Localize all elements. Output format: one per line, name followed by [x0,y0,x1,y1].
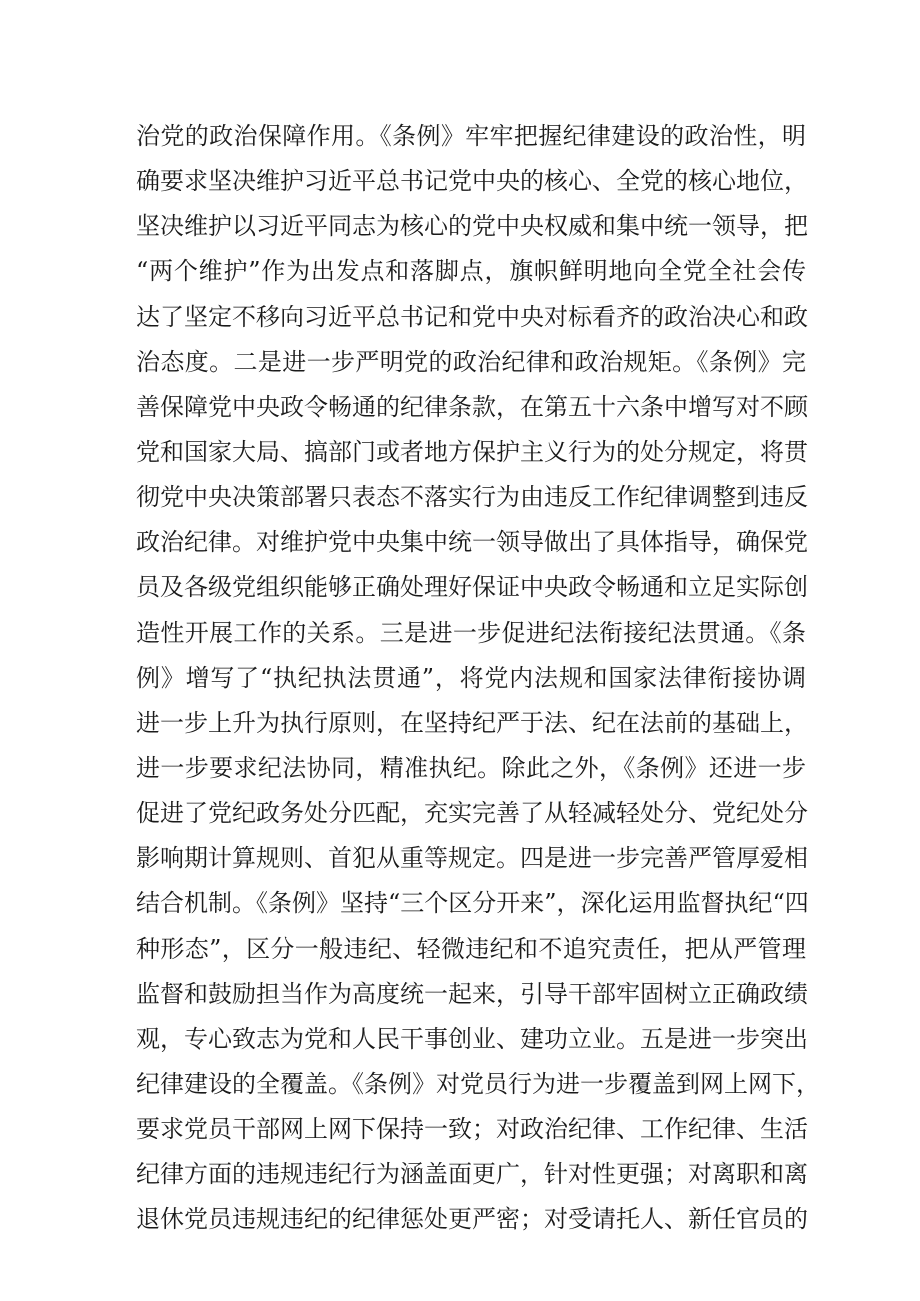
text-line-18: 结合机制。《条例》坚持“三个区分开来”，深化运用监督执纪“四 [136,889,809,918]
text-line-11: 员及各级党组织能够正确处理好保证中央政令畅通和立足实际创 [136,573,808,602]
text-line-13: 例》增写了“执纪执法贯通”，将党内法规和国家法律衔接协调 [136,663,806,692]
text-line-19: 种形态”，区分一般违纪、轻微违纪和不追究责任，把从严管理 [136,934,806,963]
text-line-9: 彻党中央决策部署只表态不落实行为由违反工作纪律调整到违反 [136,483,808,512]
text-line-22: 纪律建设的全覆盖。《条例》对党员行为进一步覆盖到网上网下， [136,1069,820,1098]
text-line-21: 观，专心致志为党和人民干事创业、建功立业。五是进一步突出 [136,1024,808,1053]
text-line-24: 纪律方面的违规违纪行为涵盖面更广，针对性更强；对离职和离 [136,1160,808,1189]
text-line-7: 善保障党中央政令畅通的纪律条款，在第五十六条中增写对不顾 [136,392,808,421]
text-line-8: 党和国家大局、搞部门或者地方保护主义行为的处分规定，将贯 [136,437,808,466]
text-line-17: 影响期计算规则、首犯从重等规定。四是进一步完善严管厚爱相 [136,844,808,873]
text-line-14: 进一步上升为执行原则，在坚持纪严于法、纪在法前的基础上， [136,708,808,737]
text-line-15: 进一步要求纪法协同，精准执纪。除此之外，《条例》还进一步 [136,753,806,782]
text-line-16: 促进了党纪政务处分匹配，充实完善了从轻减轻处分、党纪处分 [136,799,808,828]
text-line-2: 确要求坚决维护习近平总书记党中央的核心、全党的核心地位， [136,167,808,196]
text-line-4: “两个维护”作为出发点和落脚点，旗帜鲜明地向全党全社会传 [136,257,806,286]
text-line-10: 政治纪律。对维护党中央集中统一领导做出了具体指导，确保党 [136,528,808,557]
text-line-6: 治态度。二是进一步严明党的政治纪律和政治规矩。《条例》完 [136,347,806,376]
text-line-1: 治党的政治保障作用。《条例》牢牢把握纪律建设的政治性，明 [136,122,806,150]
text-line-20: 监督和鼓励担当作为高度统一起来，引导干部牢固树立正确政绩 [136,979,808,1008]
text-line-25: 退休党员违规违纪的纪律惩处更严密；对受请托人、新任官员的 [136,1205,808,1234]
text-line-23: 要求党员干部网上网下保持一致；对政治纪律、工作纪律、生活 [136,1115,808,1144]
text-line-5: 达了坚定不移向习近平总书记和党中央对标看齐的政治决心和政 [136,302,808,331]
text-line-12: 造性开展工作的关系。三是进一步促进纪法衔接纪法贯通。《条 [136,618,806,647]
text-line-3: 坚决维护以习近平同志为核心的党中央权威和集中统一领导，把 [136,212,808,241]
body-paragraph [136,114,820,1243]
